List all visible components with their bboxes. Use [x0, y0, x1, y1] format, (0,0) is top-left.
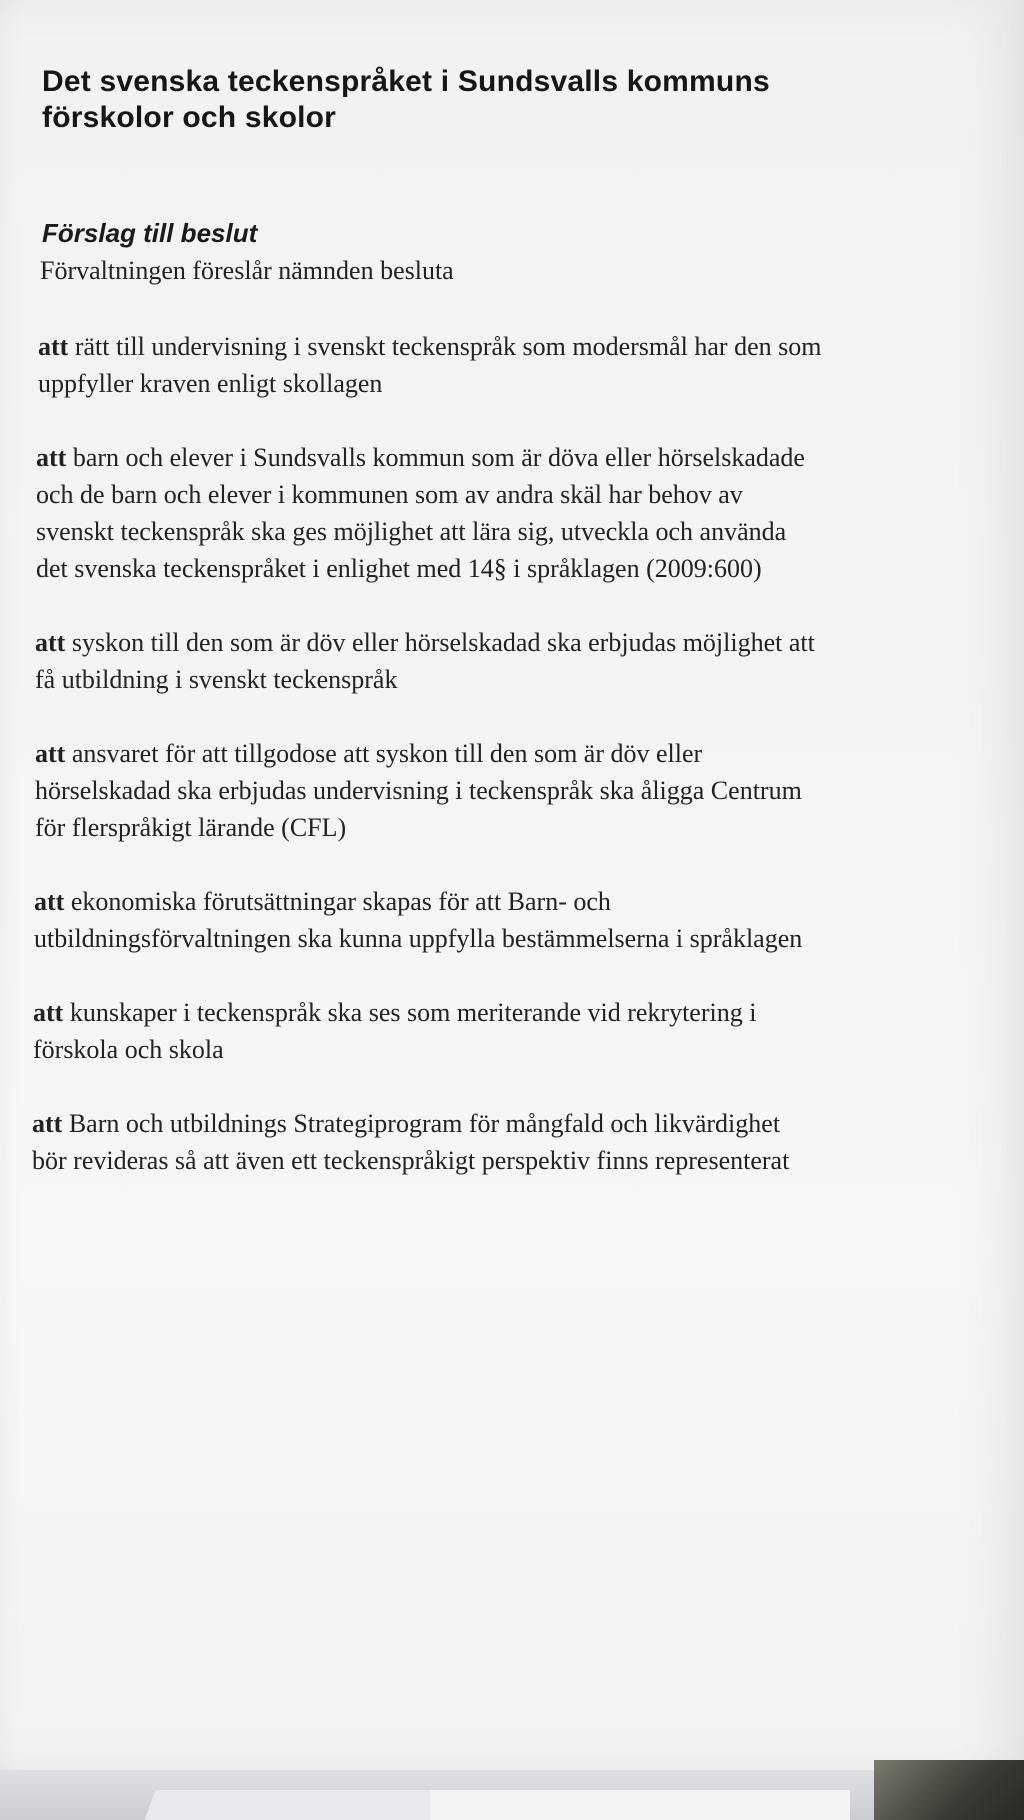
decision-clause: [32, 1105, 994, 1179]
intro-text: Förvaltningen föreslår nämnden besluta: [40, 256, 454, 285]
title-line-1: Det svenska teckenspråket i Sundsvalls kommuns: [42, 65, 770, 98]
clause-keyword: att: [34, 887, 65, 916]
underlying-sheet: [430, 1790, 850, 1820]
clause-line: förskola och skola: [33, 1035, 224, 1064]
title-line-2: förskolor och skolor: [42, 101, 337, 134]
clause-keyword: att: [35, 739, 66, 768]
document-title: [42, 64, 994, 136]
decision-clause: [35, 735, 994, 846]
clause-keyword: att: [38, 332, 69, 361]
document-content: [34, 64, 994, 1179]
clause-keyword: att: [36, 443, 67, 472]
clause-line: barn och elever i Sundsvalls kommun som är döva eller hörselskadade: [72, 443, 805, 472]
section-heading: Förslag till beslut: [42, 218, 258, 248]
clause-line: få utbildning i svenskt teckenspråk: [35, 665, 398, 694]
clause-keyword: att: [32, 1109, 63, 1138]
clause-line: utbildningsförvaltningen ska kunna uppfylla bestämmelserna i språklagen: [34, 924, 803, 953]
clause-line: ansvaret för att tillgodose att syskon till den som är döv eller: [71, 739, 703, 768]
decision-clause: [35, 624, 994, 698]
clause-keyword: att: [33, 998, 64, 1027]
clause-keyword: att: [35, 628, 66, 657]
clause-line: rätt till undervisning i svenskt teckenspråk som modersmål har den som: [74, 332, 822, 361]
decision-clause: [33, 994, 994, 1068]
clause-line: det svenska teckenspråket i enlighet med 14§ i språklagen (2009:600): [36, 554, 762, 583]
clause-line: Barn och utbildnings Strategiprogram för mångfald och likvärdighet: [68, 1109, 781, 1138]
clause-line: uppfyller kraven enligt skollagen: [38, 369, 383, 398]
clause-line: för flerspråkigt lärande (CFL): [35, 813, 347, 842]
clause-line: syskon till den som är döv eller hörselskadad ska erbjudas möjlighet att: [71, 628, 815, 657]
clause-line: svenskt teckenspråk ska ges möjlighet att lära sig, utveckla och använda: [36, 517, 787, 546]
decision-clause: [36, 439, 994, 587]
decision-clause: [34, 883, 994, 957]
clause-line: ekonomiska förutsättningar skapas för att Barn- och: [70, 887, 611, 916]
clause-line: och de barn och elever i kommunen som av andra skäl har behov av: [36, 480, 743, 509]
clause-line: hörselskadad ska erbjudas undervisning i teckenspråk ska åligga Centrum: [35, 776, 802, 805]
decision-clause: [38, 328, 994, 402]
clause-line: kunskaper i teckenspråk ska ses som meriterande vid rekrytering i: [69, 998, 757, 1027]
table-surface: [874, 1760, 1024, 1820]
clause-line: bör revideras så att även ett teckenspråkigt perspektiv finns representerat: [32, 1146, 790, 1175]
